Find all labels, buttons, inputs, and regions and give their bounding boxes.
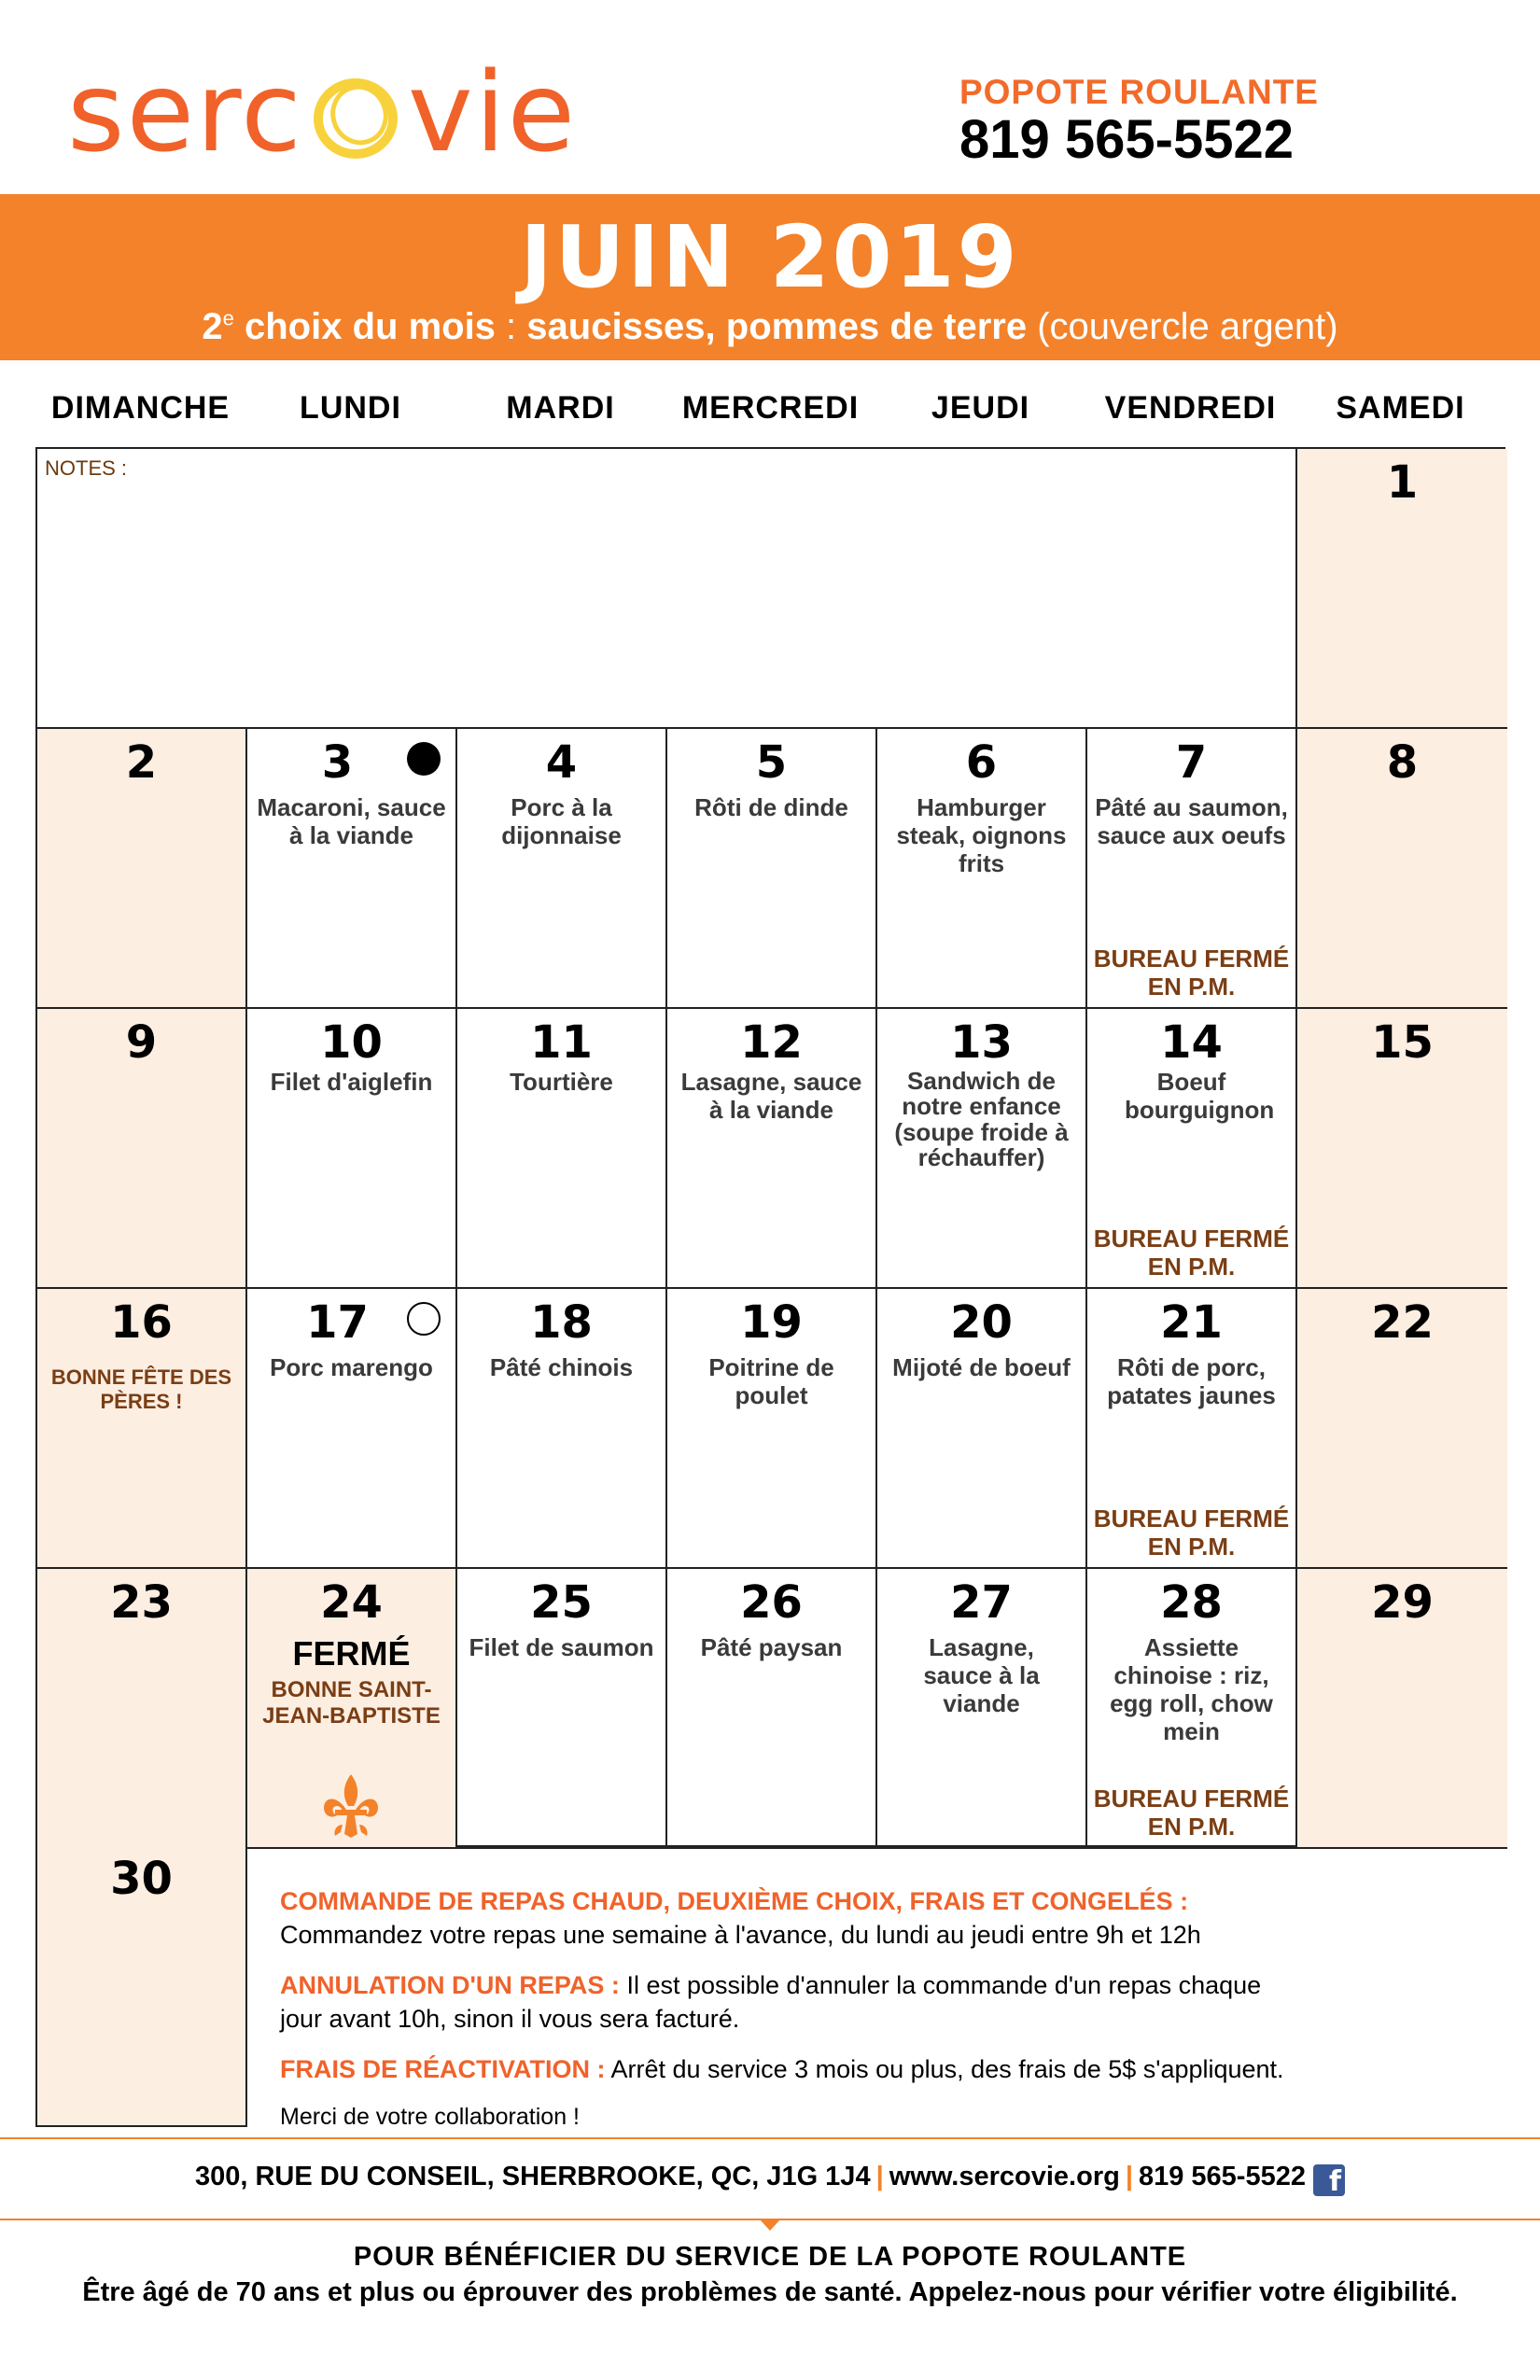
meal-text: Pâté chinois [489,1353,634,1381]
day-cell-5 [667,729,877,1009]
day-cell-8 [1297,729,1507,1009]
day-cell-13 [877,1009,1087,1289]
sercovie-logo [67,49,577,175]
day-number: 24 [320,1576,383,1629]
footer-separator: | [875,2162,884,2191]
office-closed-pm: BUREAU FERMÉ EN P.M. [1093,1225,1290,1281]
month-title: JUIN 2019 [520,207,1020,307]
meal-text: Tourtière [510,1068,613,1096]
day-cell-3 [247,729,457,1009]
footer-divider-top [0,2137,1540,2139]
day-cell-30 [35,1845,247,2127]
month-subtitle [0,306,1540,348]
day-number: 11 [530,1016,593,1069]
day-cell-15 [1297,1009,1507,1289]
office-closed-pm: BUREAU FERMÉ EN P.M. [1093,1505,1290,1561]
day-number: 19 [740,1296,803,1349]
logo-o-swirl-icon [303,57,408,167]
day-number: 5 [755,736,788,789]
service-info [280,1884,1493,2149]
weekday-friday: VENDREDI [1104,390,1277,426]
day-cell-10 [247,1009,457,1289]
day-number: 26 [740,1576,803,1629]
day-number: 30 [110,1853,173,1905]
calendar-grid [35,447,1505,1847]
fathers-day-greeting: BONNE FÊTE DES PÈRES ! [50,1365,232,1413]
notes-label: NOTES : [45,456,128,480]
footer-contact [0,2162,1540,2196]
day-number: 10 [320,1016,383,1069]
day-number: 18 [530,1296,593,1349]
reactivation-title: FRAIS DE RÉACTIVATION : [280,2054,606,2083]
meal-text: Assiette chinoise : riz, egg roll, chow mein [1110,1633,1273,1745]
subtitle-sup: e [222,306,234,330]
subtitle-bold2: saucisses, pommes de terre [526,306,1028,347]
saint-jean-greeting: BONNE SAINT-JEAN-BAPTISTE [262,1677,441,1729]
logo-suffix: vie [407,47,578,176]
day-cell-19 [667,1289,877,1569]
office-closed-pm: BUREAU FERMÉ EN P.M. [1093,945,1290,1001]
meal-text: Pâté au saumon, sauce aux oeufs [1095,793,1288,849]
footer-separator: | [1125,2162,1133,2191]
arrow-down-icon [760,2219,780,2231]
fleur-de-lis-icon [320,1772,382,1840]
thanks-text: Merci de votre collaboration ! [280,2104,580,2131]
hotline-label: POPOTE ROULANTE [959,73,1319,111]
meal-text: Sandwich de notre enfance (soupe froide à réchauffer) [894,1067,1069,1171]
weekday-saturday: SAMEDI [1336,390,1465,426]
day-number: 1 [1386,456,1419,509]
meal-text: Macaroni, sauce à la viande [257,793,446,849]
subtitle-plain: (couvercle argent) [1027,306,1338,347]
day-number: 17 [306,1296,369,1349]
footer-phone[interactable]: 819 565-5522 [1138,2162,1306,2191]
day-number: 21 [1160,1296,1223,1349]
meal-text: Lasagne, sauce à la viande [680,1068,862,1124]
day-number: 15 [1371,1016,1434,1069]
meal-text: Pâté paysan [700,1633,843,1661]
cancel-info [280,1968,1307,2037]
weekday-sunday: DIMANCHE [50,390,231,426]
meal-text: Filet de saumon [469,1633,654,1661]
meal-text: Hamburger steak, oignons frits [896,793,1067,877]
closed-label: FERMÉ [292,1634,411,1673]
day-cell-12 [667,1009,877,1289]
day-cell-27 [877,1569,1087,1849]
notes-area[interactable] [37,449,1297,729]
day-number: 16 [110,1296,173,1349]
footer-website[interactable]: www.sercovie.org [889,2162,1120,2191]
day-number: 20 [950,1296,1013,1349]
day-cell-11 [457,1009,667,1289]
weekday-wednesday: MERCREDI [681,390,860,426]
day-cell-29 [1297,1569,1507,1849]
day-cell-21 [1087,1289,1297,1569]
meal-text: Lasagne, sauce à la viande [923,1633,1040,1717]
day-cell-26 [667,1569,877,1849]
facebook-icon[interactable]: f [1313,2164,1345,2196]
day-number: 7 [1175,736,1208,789]
day-cell-22 [1297,1289,1507,1569]
day-number: 2 [125,736,158,789]
meal-text: Porc marengo [270,1353,433,1381]
day-number: 12 [740,1016,803,1069]
meal-text: Rôti de porc, patates jaunes [1107,1353,1276,1409]
day-cell-1 [1297,449,1507,729]
meal-text: Porc à la dijonnaise [501,793,622,849]
weekday-thursday: JEUDI [931,390,1030,426]
day-number: 14 [1160,1016,1223,1069]
month-banner [0,194,1540,360]
day-cell-7 [1087,729,1297,1009]
day-cell-25 [457,1569,667,1849]
reactivation-info [280,2052,1493,2086]
day-cell-9 [37,1009,247,1289]
subtitle-sep: : [495,306,527,347]
day-cell-24 [247,1569,457,1849]
cancel-text: Il est possible d'annuler la commande d'un repas chaque jour avant 10h, sinon il vous sera facturé. [280,1970,1262,2034]
full-moon-icon [407,742,441,776]
weekday-monday: LUNDI [300,390,401,426]
eligibility-title: POUR BÉNÉFICIER DU SERVICE DE LA POPOTE ROULANTE [353,2242,1187,2272]
day-number: 6 [965,736,998,789]
footer-address: 300, RUE DU CONSEIL, SHERBROOKE, QC, J1G 1J4 [194,2162,871,2191]
day-number: 3 [321,736,354,789]
meal-text: Rôti de dinde [694,793,848,821]
hotline [959,73,1319,169]
meal-text: Filet d'aiglefin [270,1068,433,1096]
day-number: 9 [125,1016,158,1069]
day-number: 25 [530,1576,593,1629]
order-title: COMMANDE DE REPAS CHAUD, DEUXIÈME CHOIX, FRAIS ET CONGELÉS : [280,1887,1189,1915]
cancel-title: ANNULATION D'UN REPAS : [280,1970,620,1999]
day-cell-23 [37,1569,247,1849]
day-number: 29 [1371,1576,1434,1629]
day-cell-20 [877,1289,1087,1569]
day-cell-17 [247,1289,457,1569]
weekday-header [35,390,1505,427]
day-cell-2 [37,729,247,1009]
eligibility-text: Être âgé de 70 ans et plus ou éprouver des problèmes de santé. Appelez-nous pour vérifier votre éligibilité. [82,2277,1458,2307]
order-info [280,1884,1493,1953]
subtitle-bold1: choix du mois [245,306,496,347]
day-cell-4 [457,729,667,1009]
reactivation-text: Arrêt du service 3 mois ou plus, des frais de 5$ s'appliquent. [610,2054,1284,2083]
subtitle-ordinal: 2 [202,306,223,347]
meal-text: Boeuf bourguignon [1125,1068,1275,1124]
day-number: 13 [950,1016,1013,1069]
day-cell-18 [457,1289,667,1569]
meal-text: Poitrine de poulet [708,1353,834,1409]
hotline-number[interactable]: 819 565-5522 [959,109,1294,170]
day-number: 28 [1160,1576,1223,1629]
day-cell-16 [37,1289,247,1569]
day-number: 22 [1371,1296,1434,1349]
day-number: 4 [545,736,578,789]
day-number: 8 [1386,736,1419,789]
day-cell-6 [877,729,1087,1009]
day-cell-14 [1087,1009,1297,1289]
office-closed-pm: BUREAU FERMÉ EN P.M. [1093,1785,1290,1841]
empty-moon-icon [407,1302,441,1336]
logo-prefix: serc [67,47,303,176]
day-cell-28 [1087,1569,1297,1849]
weekday-tuesday: MARDI [506,390,615,426]
day-number: 23 [110,1576,173,1629]
meal-text: Mijoté de boeuf [892,1353,1071,1381]
day-number: 27 [950,1576,1013,1629]
order-text: Commandez votre repas une semaine à l'avance, du lundi au jeudi entre 9h et 12h [280,1921,1201,1950]
